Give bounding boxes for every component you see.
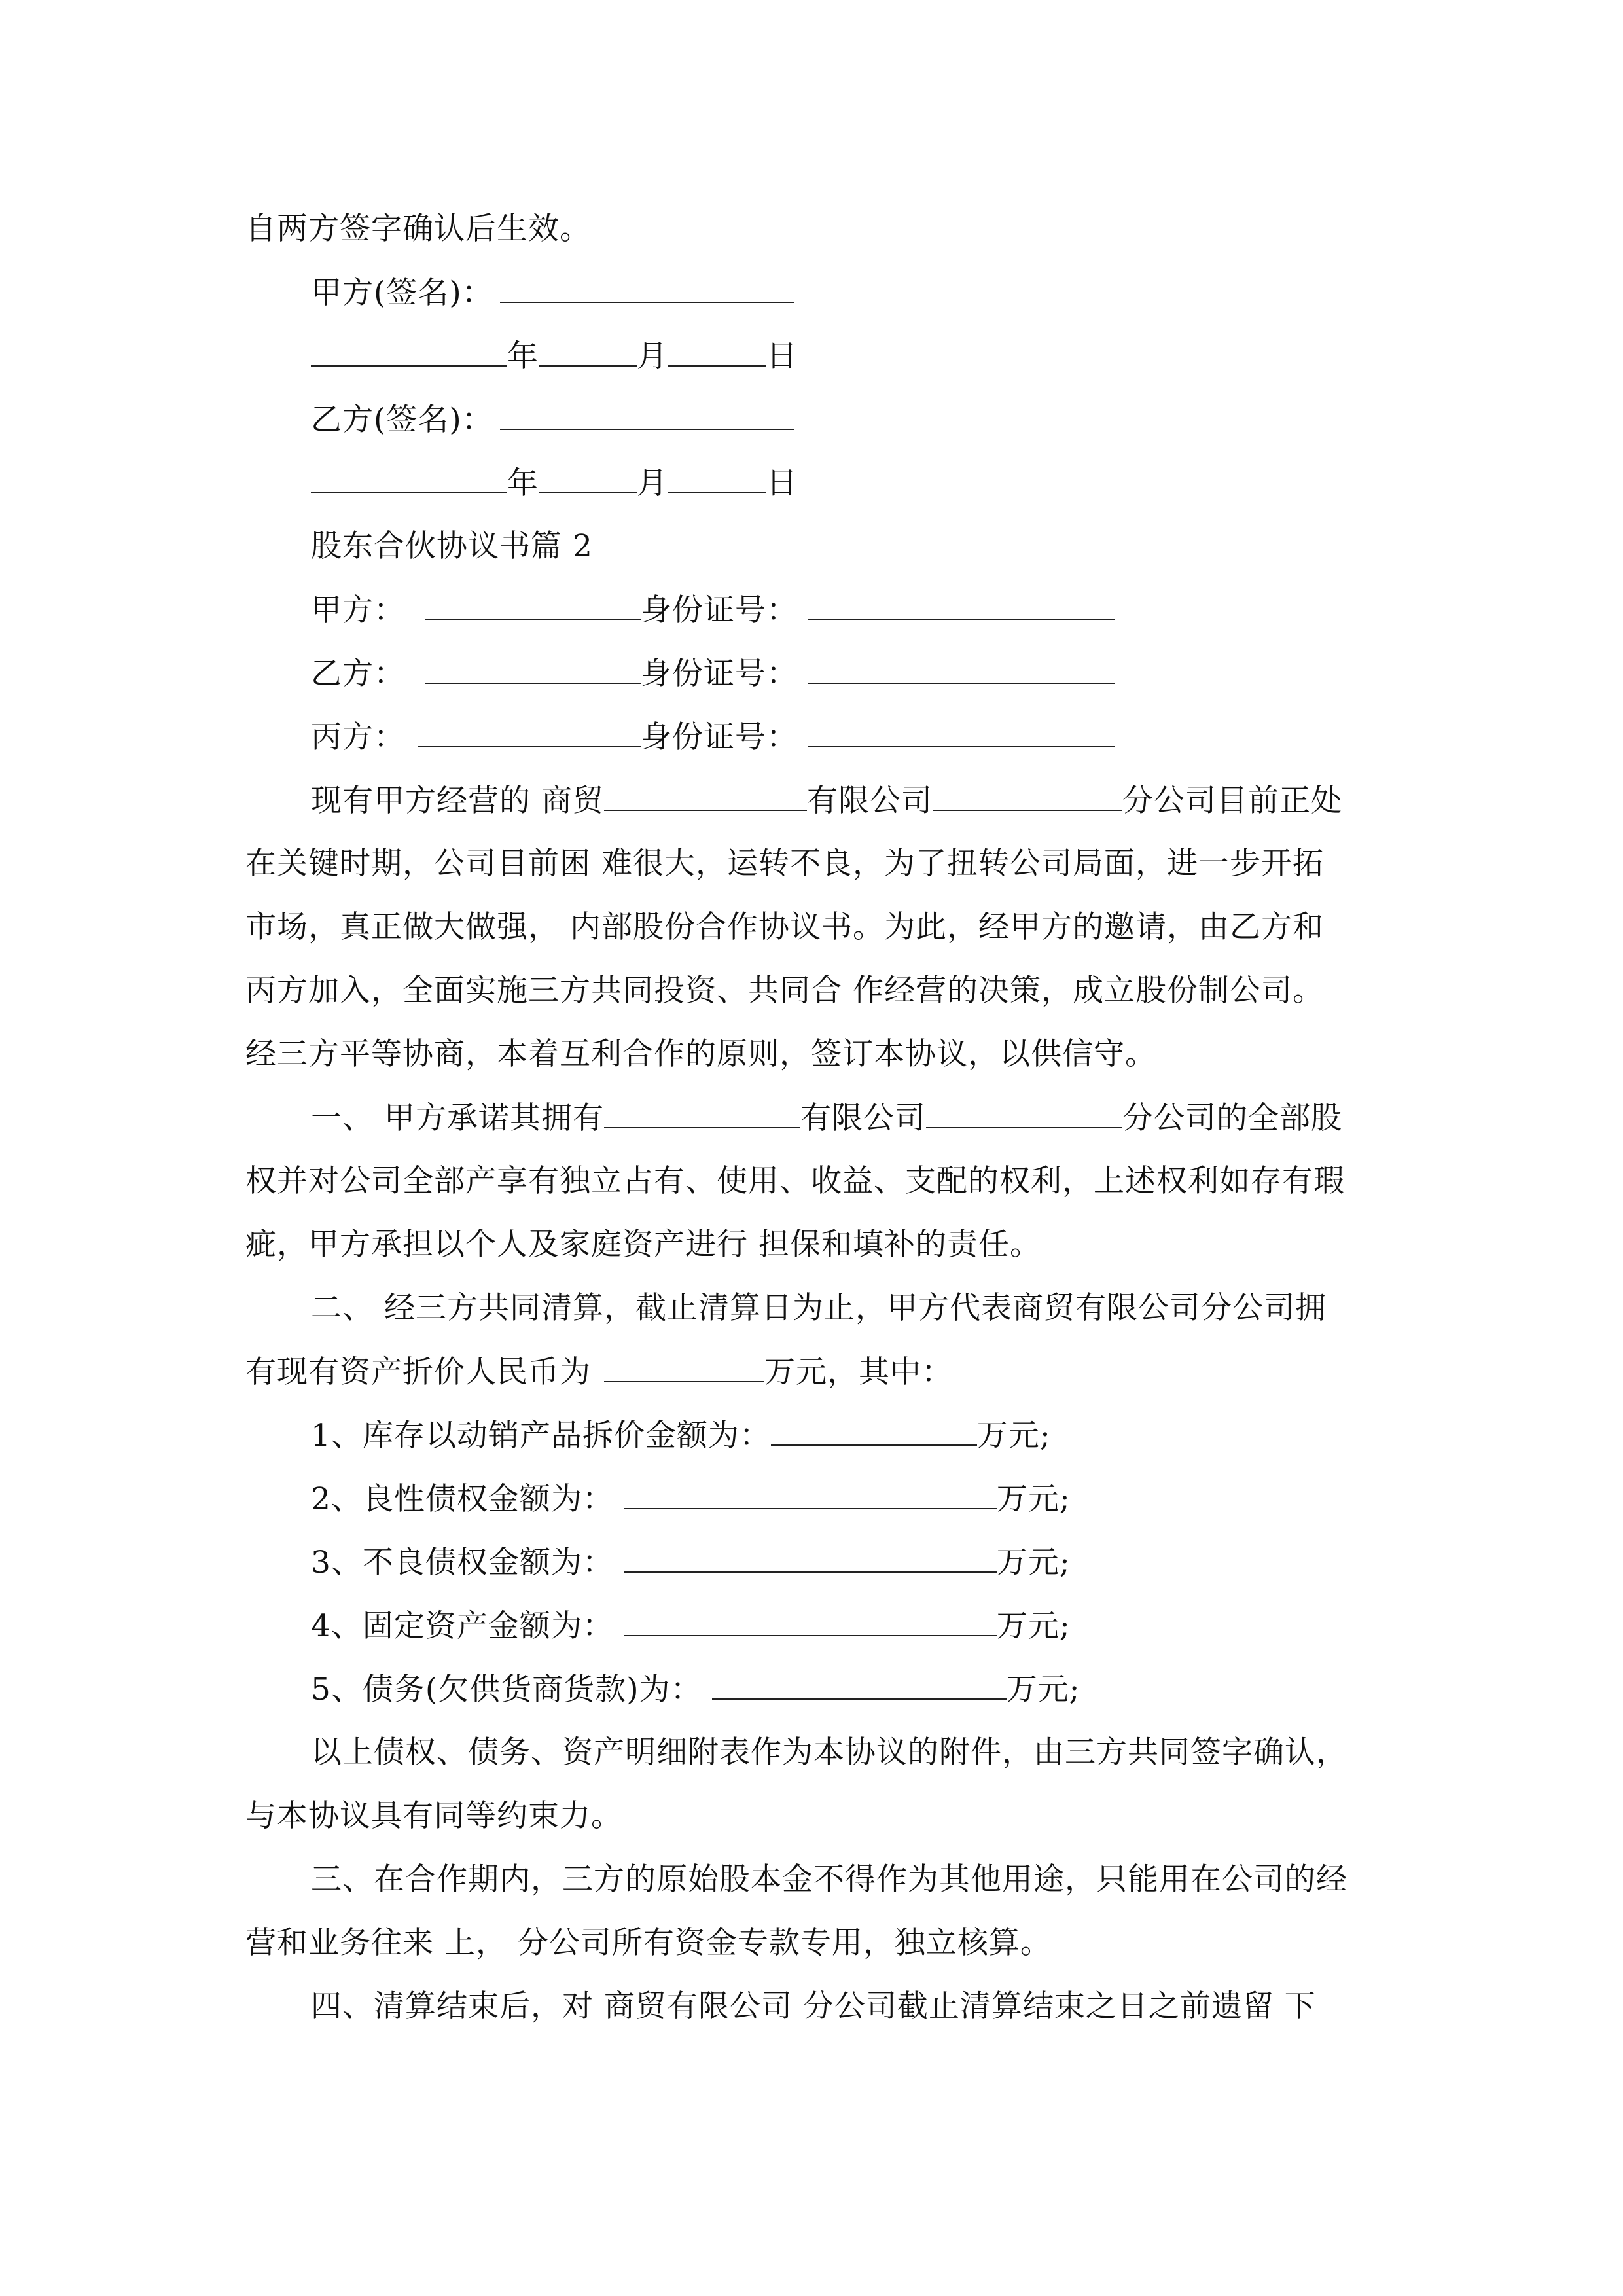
clause3-line-2: 营和业务往来 上， 分公司所有资金专款专用，独立核算。 xyxy=(245,1925,1052,1961)
id-number-field[interactable] xyxy=(808,654,1115,684)
intro-line-1 xyxy=(311,781,1342,821)
clause1-line-2: 权并对公司全部产享有独立占有、使用、收益、支配的权利，上述权利如存有瑕 xyxy=(245,1163,1345,1199)
month-field[interactable] xyxy=(539,463,637,493)
asset-item-1 xyxy=(311,1416,1051,1456)
appendix-line-1: 以上债权、债务、资产明细附表作为本协议的附件，由三方共同签字确认， xyxy=(311,1734,1347,1770)
id-label: 身份证号： xyxy=(641,656,798,692)
day-field[interactable] xyxy=(668,336,766,367)
id-label: 身份证号： xyxy=(641,719,798,755)
party-name-field[interactable] xyxy=(418,717,641,747)
day-label: 日 xyxy=(766,465,798,501)
item-label: 4、固定资产金额为： xyxy=(311,1608,614,1644)
item-label: 1、库存以动销产品拆价金额为： xyxy=(311,1418,771,1454)
item-unit: 万元; xyxy=(996,1608,1071,1644)
branch-name-field[interactable] xyxy=(926,1098,1122,1128)
appendix-line-2: 与本协议具有同等约束力。 xyxy=(245,1798,622,1834)
date-row-party-a xyxy=(311,336,798,376)
asset-item-3 xyxy=(311,1543,1071,1583)
clause3-line-1: 三、在合作期内，三方的原始股本金不得作为其他用途，只能用在公司的经 xyxy=(311,1861,1347,1897)
clause-text: 分公司的全部股 xyxy=(1122,1100,1342,1136)
year-field[interactable] xyxy=(311,463,507,493)
company-name-field[interactable] xyxy=(604,1098,800,1128)
clause1-line-1 xyxy=(311,1098,1342,1138)
intro-line-5: 经三方平等协商，本着互利合作的原则，签订本协议，以供信守。 xyxy=(245,1036,1156,1072)
month-label: 月 xyxy=(637,465,668,501)
year-label: 年 xyxy=(507,465,539,501)
amount-field[interactable] xyxy=(624,1543,997,1573)
item-unit: 万元; xyxy=(996,1545,1071,1581)
clause-text: 一、 甲方承诺其拥有 xyxy=(311,1100,604,1136)
party-row-a xyxy=(311,590,1115,630)
party-label: 丙方： xyxy=(311,719,405,755)
date-row-party-b xyxy=(311,463,798,503)
day-field[interactable] xyxy=(668,463,766,493)
month-label: 月 xyxy=(637,338,668,374)
signature-label: 乙方(签名)： xyxy=(311,402,493,438)
month-field[interactable] xyxy=(539,336,637,367)
amount-field[interactable] xyxy=(624,1606,997,1636)
branch-name-field[interactable] xyxy=(933,781,1122,811)
clause2-line-1: 二、 经三方共同清算，截止清算日为止，甲方代表商贸有限公司分公司拥 xyxy=(311,1290,1327,1326)
intro-line-3: 市场，真正做大做强， 内部股份合作协议书。为此，经甲方的邀请，由乙方和 xyxy=(245,909,1324,945)
total-assets-field[interactable] xyxy=(604,1352,764,1382)
intro-text: 现有甲方经营的 商贸 xyxy=(311,783,604,819)
party-row-b xyxy=(311,654,1115,694)
item-unit: 万元; xyxy=(996,1481,1071,1517)
section-title: 股东合伙协议书篇 2 xyxy=(311,528,593,564)
year-field[interactable] xyxy=(311,336,507,367)
clause-text: 有现有资产折价人民币为 xyxy=(245,1354,591,1390)
clause-text: 万元，其中： xyxy=(764,1354,953,1390)
id-number-field[interactable] xyxy=(808,717,1115,747)
amount-field[interactable] xyxy=(712,1670,1007,1700)
asset-item-2 xyxy=(311,1479,1071,1519)
item-unit: 万元; xyxy=(1006,1672,1080,1708)
intro-text: 分公司目前正处 xyxy=(1122,783,1342,819)
signature-row-party-b xyxy=(311,400,794,440)
signature-label: 甲方(签名)： xyxy=(311,275,493,311)
signature-row-party-a xyxy=(311,273,794,313)
day-label: 日 xyxy=(766,338,798,374)
item-label: 2、良性债权金额为： xyxy=(311,1481,614,1517)
party-name-field[interactable] xyxy=(425,590,641,620)
clause-text: 有限公司 xyxy=(800,1100,926,1136)
item-label: 3、不良债权金额为： xyxy=(311,1545,614,1581)
amount-field[interactable] xyxy=(624,1479,997,1509)
asset-item-5 xyxy=(311,1670,1080,1710)
clause2-line-2 xyxy=(245,1352,953,1392)
signature-field[interactable] xyxy=(500,273,794,303)
item-label: 5、债务(欠供货商货款)为： xyxy=(311,1672,702,1708)
asset-item-4 xyxy=(311,1606,1071,1646)
party-name-field[interactable] xyxy=(425,654,641,684)
party-label: 甲方： xyxy=(311,592,405,628)
year-label: 年 xyxy=(507,338,539,374)
company-name-field[interactable] xyxy=(604,781,807,811)
amount-field[interactable] xyxy=(771,1416,977,1446)
closing-line: 自两方签字确认后生效。 xyxy=(245,211,591,247)
item-unit: 万元; xyxy=(976,1418,1051,1454)
party-label: 乙方： xyxy=(311,656,405,692)
intro-text: 有限公司 xyxy=(806,783,933,819)
intro-line-4: 丙方加入，全面实施三方共同投资、共同合 作经营的决策，成立股份制公司。 xyxy=(245,973,1324,1009)
clause1-line-3: 疵，甲方承担以个人及家庭资产进行 担保和填补的责任。 xyxy=(245,1227,1041,1263)
signature-field[interactable] xyxy=(500,400,794,430)
id-number-field[interactable] xyxy=(808,590,1115,620)
clause4-line-1: 四、清算结束后，对 商贸有限公司 分公司截止清算结束之日之前遗留 下 xyxy=(311,1988,1316,2024)
party-row-c xyxy=(311,717,1115,757)
intro-line-2: 在关键时期，公司目前困 难很大，运转不良，为了扭转公司局面，进一步开拓 xyxy=(245,846,1324,882)
id-label: 身份证号： xyxy=(641,592,798,628)
